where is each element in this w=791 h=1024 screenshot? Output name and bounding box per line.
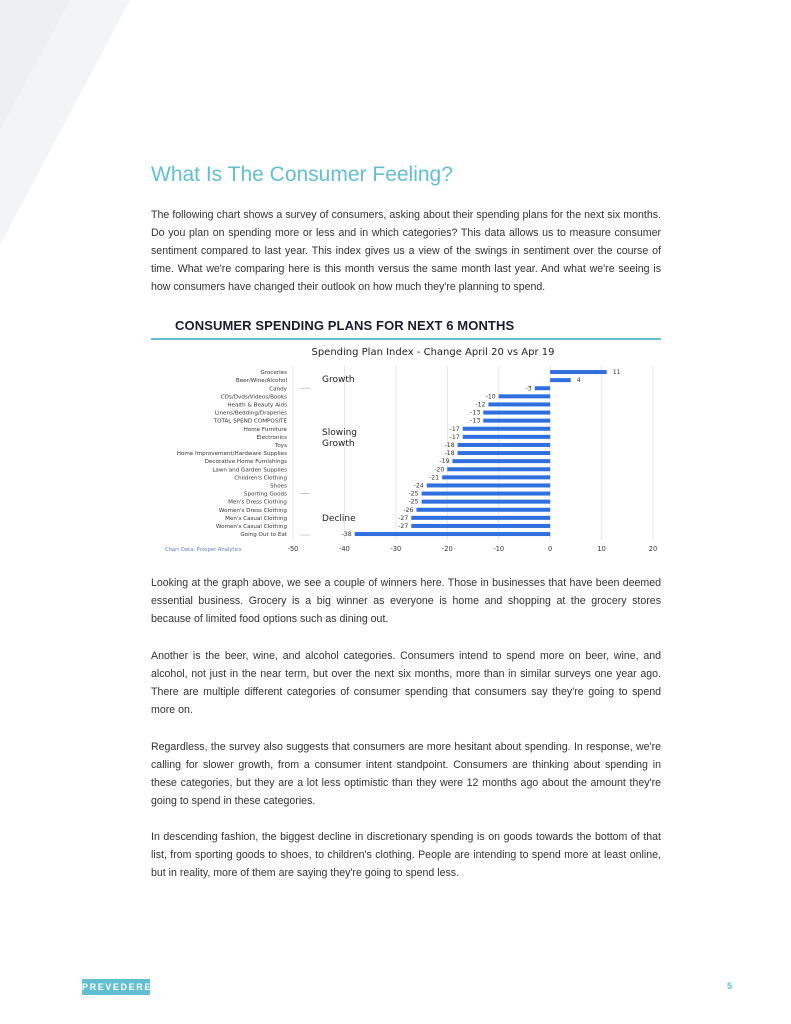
bar — [422, 500, 551, 504]
x-tick-label: -50 — [287, 545, 299, 554]
category-label: Candy — [269, 386, 287, 393]
data-label: -18 — [444, 441, 455, 449]
x-tick-label: 10 — [597, 545, 606, 554]
category-label: Decorative Home Furnishings — [204, 459, 287, 466]
data-label: -12 — [475, 401, 486, 409]
page-number: 5 — [727, 981, 733, 991]
data-label: -19 — [439, 458, 450, 466]
category-label: Women's Casual Clothing — [215, 523, 287, 530]
analysis-paragraph-4: In descending fashion, the biggest decline in discretionary spending is on goods towards the bottom of that list, from sporting goods to shoes, to children's clothing. People are intending to spend more at least online, but in reality, more of them are saying they're going to spend less. — [151, 831, 661, 879]
category-label: CDs/Dvds/Videos/Books — [220, 394, 287, 401]
bar — [550, 370, 607, 374]
chart-source: Chart Data: Prosper Analytics — [165, 547, 242, 554]
category-label: Shoes — [270, 483, 287, 490]
x-tick-label: 0 — [548, 545, 553, 554]
category-label: Men's Dress Clothing — [228, 499, 287, 506]
bar — [442, 475, 550, 479]
category-label: Men's Casual Clothing — [225, 515, 287, 522]
category-label: Lawn and Garden Supplies — [212, 467, 287, 474]
data-label: -25 — [408, 490, 419, 498]
chart-heading-rule — [151, 338, 661, 340]
data-label: -27 — [398, 522, 409, 530]
data-label: -13 — [470, 409, 481, 417]
category-label: Toys — [274, 442, 287, 449]
x-tick-label: -30 — [390, 545, 402, 554]
data-label: -10 — [485, 393, 496, 401]
bar — [483, 411, 550, 415]
data-label: -13 — [470, 417, 481, 425]
chart-title: Spending Plan Index - Change April 20 vs Apr 19 — [311, 347, 555, 358]
bar — [550, 378, 571, 382]
analysis-paragraph-3: Regardless, the survey also suggests that consumers are more hesitant about spending. In response, we're calling for slower growth, from a consumer intent standpoint. Consumers are thinking about spending in these categories, but they are a lot less optimistic than they were 12 months ago about the amount they're going to spend in these categories. — [151, 741, 661, 807]
bar — [416, 508, 550, 512]
bar — [452, 459, 550, 463]
bar — [411, 524, 550, 528]
data-label: -27 — [398, 514, 409, 522]
data-label: -21 — [429, 474, 440, 482]
category-label: Electronics — [256, 434, 287, 441]
data-label: -18 — [444, 450, 455, 458]
category-label: Groceries — [260, 370, 287, 377]
x-tick-label: 20 — [648, 545, 658, 554]
bar — [488, 402, 550, 406]
data-label: 11 — [612, 369, 621, 377]
data-label: 4 — [576, 377, 581, 385]
category-label: Home Improvement/Hardware Supplies — [176, 451, 287, 458]
footer-brand-logo: PREVEDERE — [82, 979, 150, 995]
x-tick-label: -10 — [493, 545, 505, 554]
bar — [483, 419, 550, 423]
data-label: -17 — [449, 433, 460, 441]
category-label: Linens/Bedding/Draperies — [214, 410, 287, 417]
bar — [447, 467, 550, 471]
bar — [355, 532, 550, 536]
chart-heading: CONSUMER SPENDING PLANS FOR NEXT 6 MONTHS — [175, 318, 515, 333]
intro-paragraph: The following chart shows a survey of consumers, asking about their spending plans for the next six months. Do you plan on spending more or less and in which categories? This data allows us to measure consumer sentiment compared to last year. This index gives us a view of the swings in sentiment over the course of time. What we're comparing here is this month versus the same month last year. And what we're seeing is how consumers have changed their outlook on how much they're planning to spend. — [151, 209, 661, 293]
data-label: -17 — [449, 425, 460, 433]
data-label: -25 — [408, 498, 419, 506]
category-label: Health & Beauty Aids — [227, 402, 287, 409]
data-label: -20 — [434, 466, 445, 474]
group-annotation: Decline — [322, 513, 356, 524]
category-label: Women's Dress Clothing — [218, 507, 287, 514]
analysis-paragraph-2: Another is the beer, wine, and alcohol categories. Consumers intend to spend more on beer, wine, and alcohol, not just in the near term, but over the next six months, more than in similar surveys one year ago. There are multiple different categories of consumer spending that consumers say they're going to spend more on. — [151, 650, 661, 716]
bar — [411, 516, 550, 520]
bar — [458, 451, 551, 455]
category-label: Home Furniture — [243, 426, 287, 433]
bar — [463, 435, 550, 439]
category-label: TOTAL SPEND COMPOSITE — [213, 418, 287, 425]
bar — [427, 483, 550, 487]
group-annotation: Slowing Growth — [322, 427, 357, 449]
data-label: -3 — [525, 385, 532, 393]
data-label: -26 — [403, 506, 414, 514]
analysis-paragraph-1: Looking at the graph above, we see a couple of winners here. Those in businesses that have been deemed essential business. Grocery is a big winner as everyone is home and shopping at the grocery stores because of limited food options such as dining out. — [151, 577, 661, 625]
bar — [535, 386, 550, 390]
bar — [458, 443, 551, 447]
category-label: Beer/Wine/Alcohol — [235, 378, 287, 385]
bar — [422, 492, 551, 496]
group-annotation: Growth — [322, 375, 355, 386]
bar — [463, 427, 550, 431]
page-title: What Is The Consumer Feeling? — [151, 163, 453, 186]
spending-plan-chart — [151, 342, 661, 557]
data-label: -24 — [413, 482, 424, 490]
data-label: -38 — [341, 531, 352, 539]
category-label: Children's Clothing — [234, 475, 287, 482]
category-label: Going Out to Eat — [240, 532, 287, 539]
bar — [499, 394, 550, 398]
x-tick-label: -40 — [339, 545, 350, 554]
category-label: Sporting Goods — [243, 491, 287, 498]
x-tick-label: -20 — [441, 545, 453, 554]
